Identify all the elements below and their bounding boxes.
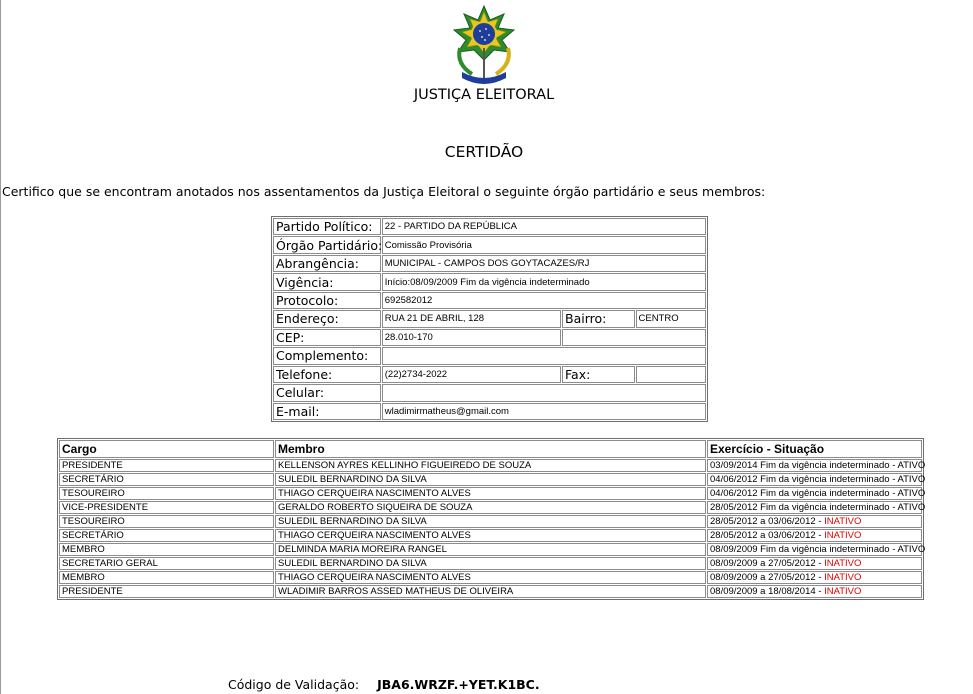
- validation-label: Código de Validação:: [228, 677, 360, 692]
- fax-value: [636, 366, 707, 383]
- telefone-value: (22)2734-2022: [382, 366, 561, 383]
- row-protocolo: [273, 292, 706, 309]
- membro-cell: [275, 459, 706, 472]
- cargo-text: MEMBRO: [62, 544, 105, 555]
- periodo-text: 04/06/2012 Fim da vigência indeterminado -: [710, 488, 898, 499]
- membro-text: DELMINDA MARIA MOREIRA RANGEL: [278, 544, 447, 555]
- cep-label: CEP:: [273, 329, 381, 346]
- exercicio-cell: [707, 571, 922, 584]
- table-row: [59, 557, 922, 570]
- row-partido: [273, 218, 706, 235]
- situacao-status: INATIVO: [824, 516, 862, 527]
- situacao-status: ATIVO: [897, 502, 926, 513]
- membro-cell: [275, 501, 706, 514]
- abrangencia-value: MUNICIPAL - CAMPOS DOS GOYTACAZES/RJ: [382, 255, 706, 272]
- orgao-value: Comissão Provisória: [382, 236, 706, 253]
- protocolo-value: 692582012: [382, 292, 706, 309]
- situacao-status: INATIVO: [824, 558, 862, 569]
- exercicio-cell: [707, 543, 926, 556]
- cargo-text: PRESIDENTE: [62, 460, 123, 471]
- periodo-text: 04/06/2012 Fim da vigência indeterminado -: [710, 474, 898, 485]
- header-membro: Membro: [275, 440, 706, 458]
- table-row: [59, 529, 922, 542]
- periodo-text: 03/09/2014 Fim da vigência indeterminado -: [710, 460, 898, 471]
- certificate-intro: Certifico que se encontram anotados nos assentamentos da Justiça Eleitoral o seguinte órgão partidário e seus membros:: [2, 184, 766, 199]
- exercicio-cell: [707, 487, 926, 500]
- exercicio-cell: [707, 459, 926, 472]
- membro-cell: [275, 543, 706, 556]
- cargo-text: MEMBRO: [62, 572, 105, 583]
- cargo-text: SECRETÁRIO: [62, 530, 124, 541]
- party-info-table: [271, 216, 708, 422]
- periodo-text: 28/05/2012 a 03/06/2012 -: [710, 516, 825, 527]
- validation-code: JBA6.WRZF.+YET.K1BC.: [377, 677, 540, 692]
- row-abrangencia: [273, 255, 706, 272]
- membro-cell: [275, 515, 706, 528]
- email-value: wladimirmatheus@gmail.com: [382, 403, 706, 420]
- cargo-cell: [59, 585, 274, 598]
- validation-code-line: [228, 677, 540, 692]
- exercicio-cell: [707, 515, 922, 528]
- partido-value: 22 - PARTIDO DA REPÚBLICA: [382, 218, 706, 235]
- situacao-status: INATIVO: [824, 586, 862, 597]
- cargo-text: SECRETÁRIO: [62, 474, 124, 485]
- situacao-status: INATIVO: [824, 530, 862, 541]
- periodo-text: 08/09/2009 Fim da vigência indeterminado -: [710, 544, 898, 555]
- partido-label: Partido Político:: [273, 218, 381, 235]
- bairro-value: CENTRO: [636, 310, 707, 327]
- row-vigencia: [273, 273, 706, 290]
- telefone-label: Telefone:: [273, 366, 381, 383]
- cargo-cell: [59, 571, 274, 584]
- table-row: [59, 585, 922, 598]
- table-row: [59, 515, 922, 528]
- table-row: [59, 473, 922, 486]
- complemento-value: [382, 347, 706, 364]
- periodo-text: 08/09/2009 a 27/05/2012 -: [710, 572, 825, 583]
- page-left-border: [0, 0, 1, 694]
- protocolo-label: Protocolo:: [273, 292, 381, 309]
- situacao-status: ATIVO: [897, 474, 926, 485]
- membro-text: GERALDO ROBERTO SIQUEIRA DE SOUZA: [278, 502, 473, 513]
- table-row: [59, 543, 922, 556]
- membro-text: THIAGO CERQUEIRA NASCIMENTO ALVES: [278, 530, 471, 541]
- membro-text: THIAGO CERQUEIRA NASCIMENTO ALVES: [278, 572, 471, 583]
- members-header-row: [59, 440, 922, 458]
- fax-label: Fax:: [562, 366, 635, 383]
- cep-value: 28.010-170: [382, 329, 561, 346]
- membro-text: KELLENSON AYRES KELLINHO FIGUEIREDO DE SOUZA: [278, 460, 532, 471]
- periodo-text: 08/09/2009 a 18/08/2014 -: [710, 586, 825, 597]
- row-email: [273, 403, 706, 420]
- cargo-text: TESOUREIRO: [62, 516, 125, 527]
- table-row: [59, 459, 922, 472]
- exercicio-cell: [707, 473, 926, 486]
- complemento-label: Complemento:: [273, 347, 381, 364]
- cargo-text: SECRETARIO GERAL: [62, 558, 158, 569]
- row-celular: [273, 384, 706, 401]
- membro-cell: [275, 585, 706, 598]
- row-cep: [273, 329, 706, 346]
- membro-text: SULEDIL BERNARDINO DA SILVA: [278, 558, 427, 569]
- cargo-cell: [59, 557, 274, 570]
- cargo-text: TESOUREIRO: [62, 488, 125, 499]
- membro-cell: [275, 473, 706, 486]
- table-row: [59, 487, 922, 500]
- cep-blank-cell: [562, 329, 706, 346]
- cargo-cell: [59, 543, 274, 556]
- row-endereco: [273, 310, 706, 327]
- header-exercicio: Exercício - Situação: [707, 440, 922, 458]
- membro-text: SULEDIL BERNARDINO DA SILVA: [278, 474, 427, 485]
- endereco-label: Endereço:: [273, 310, 381, 327]
- cargo-text: VICE-PRESIDENTE: [62, 502, 149, 513]
- row-orgao: [273, 236, 706, 253]
- membro-text: SULEDIL BERNARDINO DA SILVA: [278, 516, 427, 527]
- membro-cell: [275, 529, 706, 542]
- periodo-text: 28/05/2012 a 03/06/2012 -: [710, 530, 825, 541]
- membro-cell: [275, 571, 706, 584]
- situacao-status: ATIVO: [897, 544, 926, 555]
- endereco-value: RUA 21 DE ABRIL, 128: [382, 310, 561, 327]
- vigencia-value: Início:08/09/2009 Fim da vigência indeterminado: [382, 273, 706, 290]
- row-telefone: [273, 366, 706, 383]
- periodo-text: 08/09/2009 a 27/05/2012 -: [710, 558, 825, 569]
- celular-value: [382, 384, 706, 401]
- vigencia-label: Vigência:: [273, 273, 381, 290]
- cargo-cell: [59, 529, 274, 542]
- periodo-text: 28/05/2012 Fim da vigência indeterminado -: [710, 502, 898, 513]
- situacao-status: ATIVO: [897, 460, 926, 471]
- cargo-cell: [59, 487, 274, 500]
- membro-text: THIAGO CERQUEIRA NASCIMENTO ALVES: [278, 488, 471, 499]
- certificate-title: CERTIDÃO: [444, 143, 524, 161]
- celular-label: Celular:: [273, 384, 381, 401]
- coat-of-arms-emblem: [446, 4, 522, 84]
- institution-name: JUSTIÇA ELEITORAL: [413, 87, 555, 103]
- header-cargo: Cargo: [59, 440, 274, 458]
- situacao-status: INATIVO: [824, 572, 862, 583]
- cargo-cell: [59, 459, 274, 472]
- bairro-label: Bairro:: [562, 310, 635, 327]
- orgao-label: Órgão Partidário:: [273, 236, 381, 253]
- table-row: [59, 501, 922, 514]
- situacao-status: ATIVO: [897, 488, 926, 499]
- cargo-text: PRESIDENTE: [62, 586, 123, 597]
- membro-text: WLADIMIR BARROS ASSED MATHEUS DE OLIVEIRA: [278, 586, 514, 597]
- cargo-cell: [59, 473, 274, 486]
- email-label: E-mail:: [273, 403, 381, 420]
- members-table: [57, 438, 924, 600]
- abrangencia-label: Abrangência:: [273, 255, 381, 272]
- exercicio-cell: [707, 501, 926, 514]
- cargo-cell: [59, 515, 274, 528]
- membro-cell: [275, 557, 706, 570]
- table-row: [59, 571, 922, 584]
- exercicio-cell: [707, 585, 922, 598]
- membro-cell: [275, 487, 706, 500]
- exercicio-cell: [707, 529, 922, 542]
- row-complemento: [273, 347, 706, 364]
- cargo-cell: [59, 501, 274, 514]
- exercicio-cell: [707, 557, 922, 570]
